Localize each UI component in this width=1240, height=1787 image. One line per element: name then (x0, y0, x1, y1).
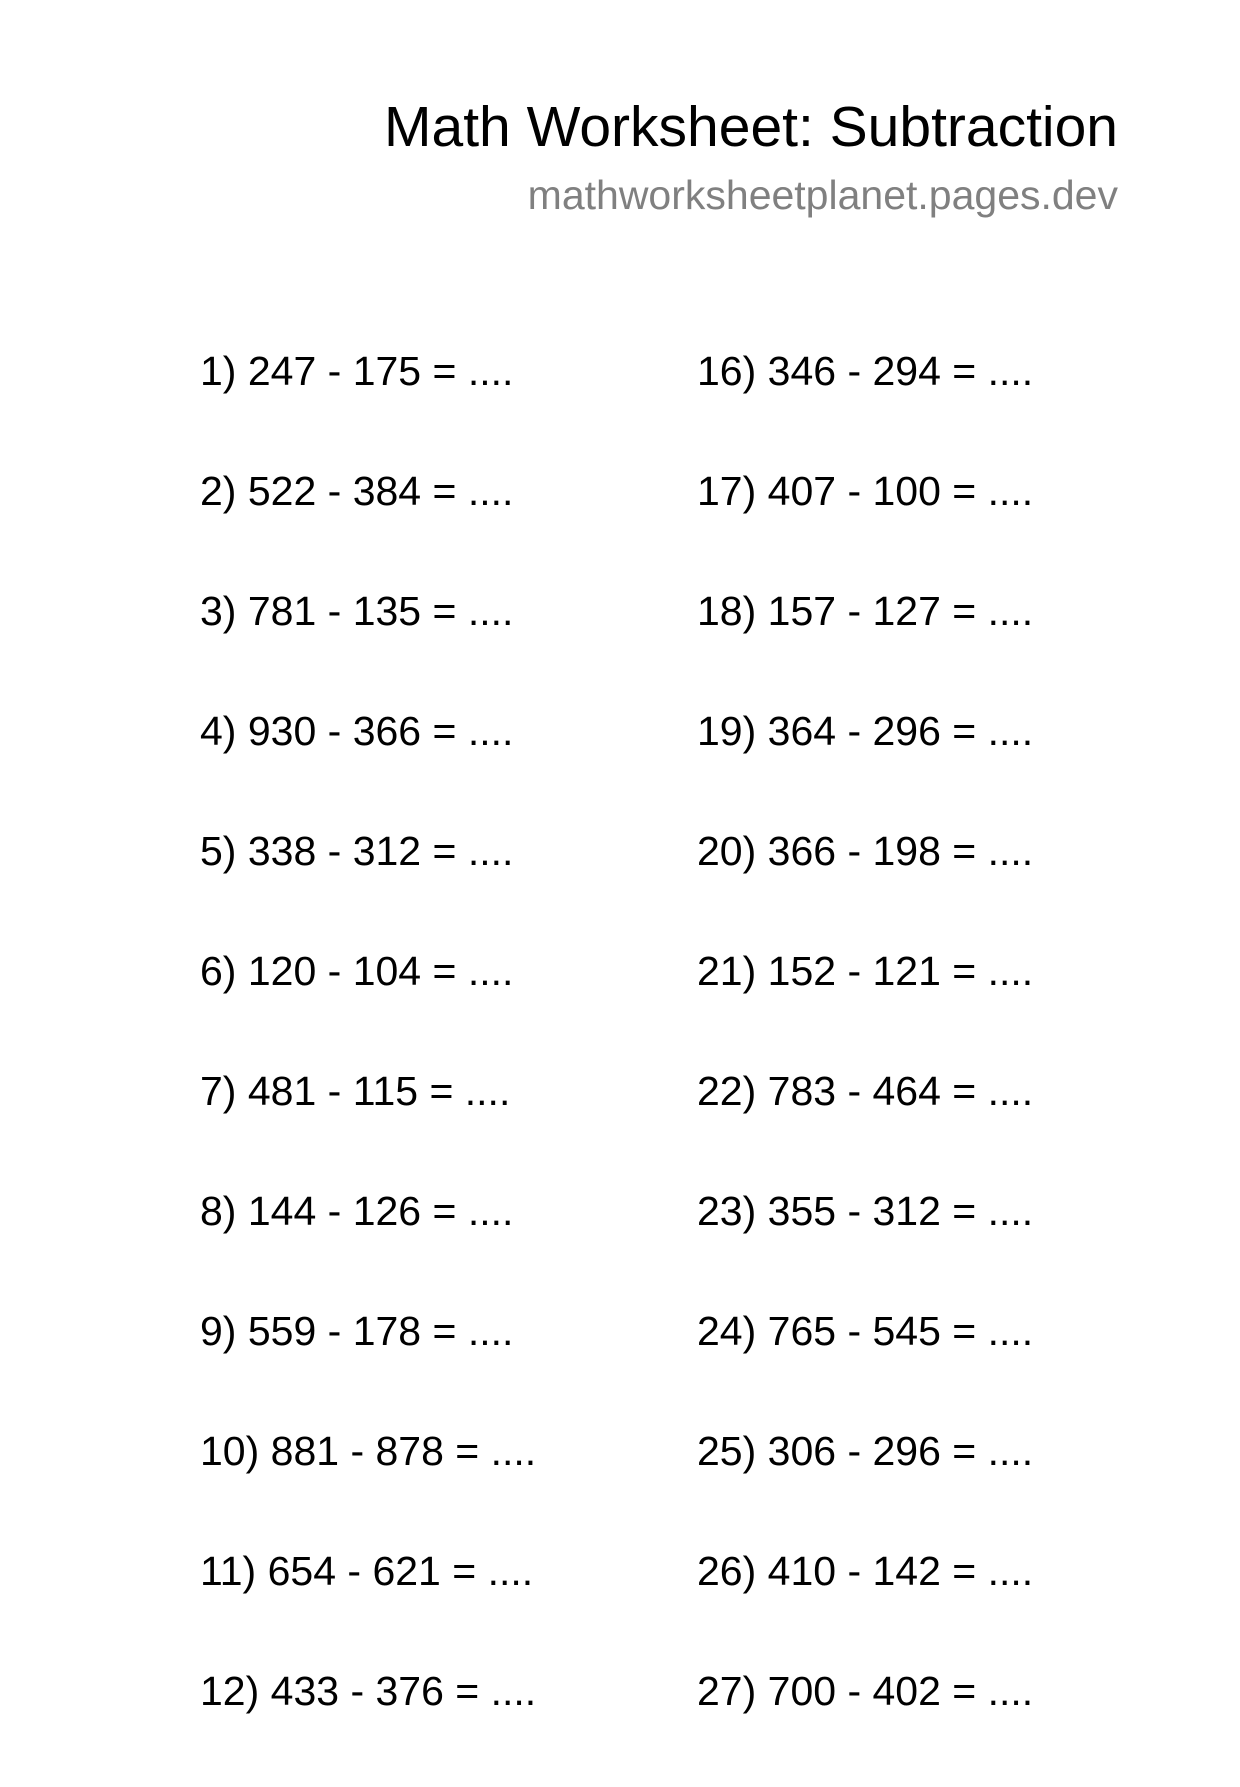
problem-item: 3) 781 - 135 = .... (200, 588, 514, 634)
problem-column-right (697, 347, 1033, 1787)
problem-item: 17) 407 - 100 = .... (697, 468, 1034, 514)
problem-item: 8) 144 - 126 = .... (200, 1188, 514, 1234)
problem-item: 1) 247 - 175 = .... (200, 348, 514, 394)
problem-item: 20) 366 - 198 = .... (697, 828, 1034, 874)
problem-item: 26) 410 - 142 = .... (697, 1548, 1034, 1594)
problem-item: 7) 481 - 115 = .... (200, 1068, 511, 1114)
problem-item: 5) 338 - 312 = .... (200, 828, 514, 874)
problem-item: 25) 306 - 296 = .... (697, 1428, 1034, 1474)
problem-item: 21) 152 - 121 = .... (697, 948, 1034, 994)
problem-item: 24) 765 - 545 = .... (697, 1308, 1034, 1354)
problem-item: 16) 346 - 294 = .... (697, 348, 1034, 394)
problem-item: 27) 700 - 402 = .... (697, 1668, 1034, 1714)
problem-item: 19) 364 - 296 = .... (697, 708, 1034, 754)
problem-item: 2) 522 - 384 = .... (200, 468, 514, 514)
problem-item: 9) 559 - 178 = .... (200, 1308, 514, 1354)
problem-item: 11) 654 - 621 = .... (200, 1548, 534, 1594)
problem-item: 23) 355 - 312 = .... (697, 1188, 1034, 1234)
worksheet-header (384, 95, 1118, 219)
problem-item: 6) 120 - 104 = .... (200, 948, 514, 994)
page-title: Math Worksheet: Subtraction (384, 95, 1118, 159)
problem-item: 18) 157 - 127 = .... (697, 588, 1034, 634)
source-url: mathworksheetplanet.pages.dev (527, 172, 1118, 218)
problem-item: 12) 433 - 376 = .... (200, 1668, 537, 1714)
problem-item: 4) 930 - 366 = .... (200, 708, 514, 754)
problem-item: 22) 783 - 464 = .... (697, 1068, 1034, 1114)
problem-item: 10) 881 - 878 = .... (200, 1428, 537, 1474)
problem-column-left (200, 347, 536, 1787)
